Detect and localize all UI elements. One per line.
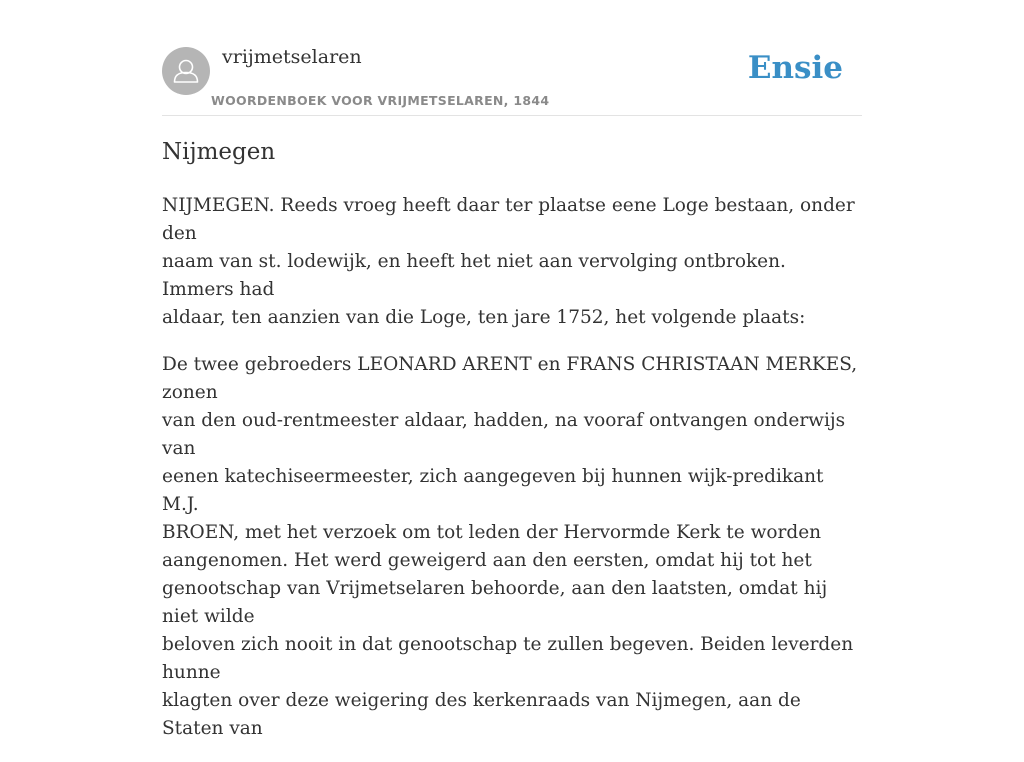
- entry-body: [162, 192, 862, 762]
- entry-paragraph: NIJMEGEN. Reeds vroeg heeft daar ter plaatse eene Loge bestaan, onder den naam van st. lodewijk, en heeft het niet aan vervolging ontbroken. Immers had aldaar, ten aanzien van die Loge, ten jare 1752, het volgende plaats:: [162, 195, 855, 328]
- source-label[interactable]: WOORDENBOEK VOOR VRIJMETSELAREN, 1844: [211, 93, 550, 108]
- entry-paragraph: De twee gebroeders LEONARD ARENT en FRANS CHRISTAAN MERKES, zonen van den oud-rentmeester aldaar, hadden, na vooraf ontvangen onderwijs van eenen katechiseermeester, zich aangegeven bij hunnen wijk-predikant M.J. BROEN, met het verzoek om tot leden der Hervormde Kerk te worden aangenomen. Het werd geweigerd aan den eersten, omdat hij tot het genootschap van Vrijmetselaren behoorde, aan den laatsten, omdat hij niet wilde beloven zich nooit in dat genootschap te zullen begeven. Beiden leverden hunne klagten over deze weigering des kerkenraads van Nijmegen, aan de Staten van: [162, 354, 858, 739]
- entry-header: [162, 0, 862, 116]
- author-name[interactable]: vrijmetselaren: [222, 46, 362, 68]
- brand-logo[interactable]: Ensie: [747, 50, 843, 86]
- entry-card: [162, 0, 862, 739]
- user-icon: [162, 47, 210, 95]
- entry-title: Nijmegen: [162, 139, 276, 165]
- avatar[interactable]: [162, 47, 210, 95]
